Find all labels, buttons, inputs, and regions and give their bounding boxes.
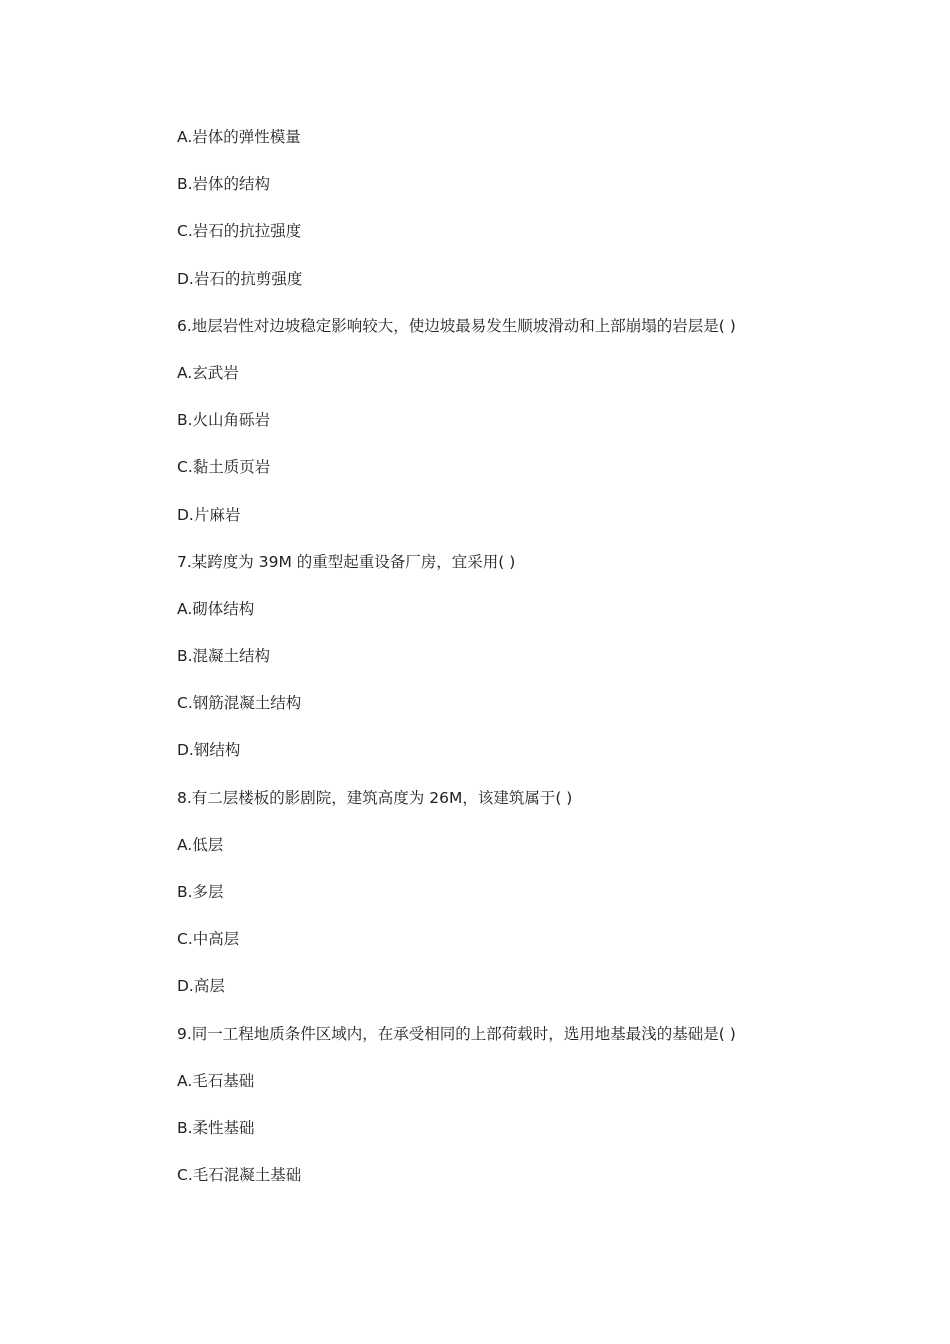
option-9a: A.毛石基础 — [177, 1071, 255, 1090]
question-9: 9.同一工程地质条件区域内，在承受相同的上部荷载时，选用地基最浅的基础是( ) — [177, 1024, 736, 1043]
option-5b: B.岩体的结构 — [177, 175, 271, 194]
option-6b: B.火山角砾岩 — [177, 411, 271, 430]
option-5a: A.岩体的弹性模量 — [177, 128, 301, 146]
option-7a: A.砌体结构 — [177, 599, 255, 618]
option-9b: B.柔性基础 — [177, 1118, 255, 1137]
option-8d: D.高层 — [177, 977, 225, 996]
option-8a: A.低层 — [177, 835, 224, 854]
option-9c: C.毛石混凝土基础 — [177, 1166, 302, 1185]
option-7c: C.钢筋混凝土结构 — [177, 694, 302, 713]
option-7b: B.混凝土结构 — [177, 647, 271, 666]
option-6d: D.片麻岩 — [177, 505, 241, 524]
option-6a: A.玄武岩 — [177, 363, 239, 382]
option-5c: C.岩石的抗拉强度 — [177, 222, 302, 241]
question-7: 7.某跨度为 39M 的重型起重设备厂房，宜采用( ) — [177, 552, 516, 571]
option-8c: C.中高层 — [177, 930, 240, 949]
option-8b: B.多层 — [177, 883, 224, 901]
option-6c: C.黏土质页岩 — [177, 458, 271, 477]
question-6: 6.地层岩性对边坡稳定影响较大，使边坡最易发生顺坡滑动和上部崩塌的岩层是( ) — [177, 316, 736, 335]
question-8: 8.有二层楼板的影剧院，建筑高度为 26M，该建筑属于( ) — [177, 788, 573, 807]
option-5d: D.岩石的抗剪强度 — [177, 269, 303, 288]
question-list — [177, 125, 897, 1210]
option-7d: D.钢结构 — [177, 741, 241, 760]
